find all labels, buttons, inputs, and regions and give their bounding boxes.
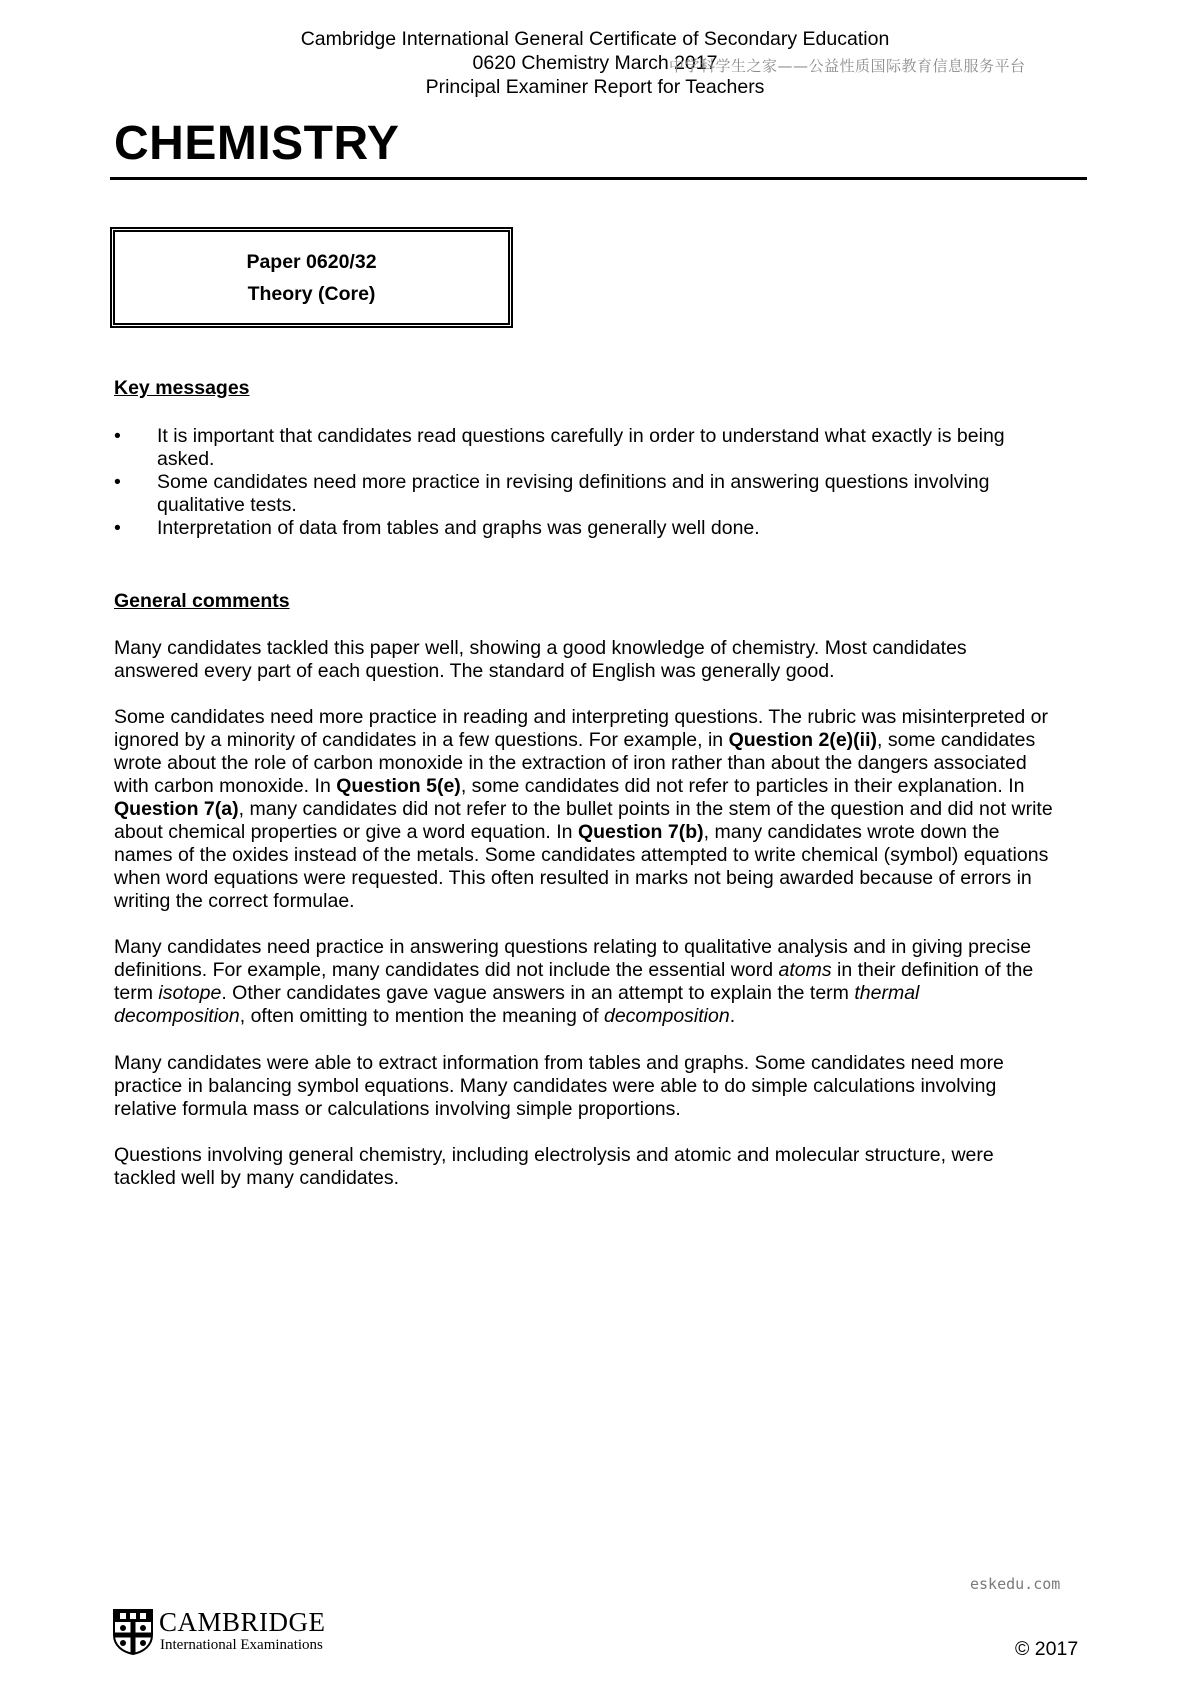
watermark-text: 中学科学生之家——公益性质国际教育信息服务平台 xyxy=(669,57,1026,75)
text-run: , often omitting to mention the meaning of xyxy=(239,1005,604,1027)
subject-title: CHEMISTRY xyxy=(114,117,400,170)
paragraph-line xyxy=(114,982,1089,1005)
paragraph-line: when word equations were requested. This often resulted in marks not being awarded because of errors in xyxy=(114,867,1032,889)
general-comments-heading: General comments xyxy=(114,590,290,612)
question-reference: Question 7(a) xyxy=(114,798,239,820)
paragraph-line xyxy=(114,821,1089,844)
list-item xyxy=(114,425,1074,471)
bullet-icon: • xyxy=(114,425,121,447)
paragraph-qualitative xyxy=(114,936,1089,1028)
paragraph-line: Questions involving general chemistry, including electrolysis and atomic and molecular structure, were xyxy=(114,1144,994,1166)
paragraph-line: Many candidates tackled this paper well, showing a good knowledge of chemistry. Most candidates xyxy=(114,637,967,659)
paragraph-line: Some candidates need more practice in reading and interpreting questions. The rubric was misinterpreted or xyxy=(114,706,1048,728)
list-item-text: Interpretation of data from tables and graphs was generally well done. xyxy=(157,517,760,539)
text-run: , many candidates did not refer to the bullet points in the stem of the question and did not write xyxy=(238,798,1053,820)
emphasis-term: isotope xyxy=(158,982,222,1004)
list-item-text: It is important that candidates read questions carefully in order to understand what exactly is being xyxy=(157,425,1005,447)
paragraph-line xyxy=(114,959,1089,982)
paragraph-line: practice in balancing symbol equations. Many candidates were able to do simple calculations involving xyxy=(114,1075,997,1097)
header-line-qualification: Cambridge International General Certificate of Secondary Education xyxy=(300,28,890,50)
list-item-text: Some candidates need more practice in revising definitions and in answering questions involving xyxy=(157,471,990,493)
paragraph-line: writing the correct formulae. xyxy=(114,890,355,912)
paragraph-line: names of the oxides instead of the metals. Some candidates attempted to write chemical (symbol) equations xyxy=(114,844,1049,866)
emphasis-term: thermal xyxy=(854,982,920,1004)
emphasis-term: decomposition xyxy=(603,1005,730,1027)
text-run: . xyxy=(729,1005,736,1027)
paragraph-data-skills xyxy=(114,1052,1089,1121)
logo-brand-text: CAMBRIDGE xyxy=(159,1607,326,1637)
paragraph-line: tackled well by many candidates. xyxy=(114,1167,400,1189)
question-reference: Question 2(e)(ii) xyxy=(728,729,877,751)
cambridge-logo xyxy=(113,1609,373,1659)
emphasis-term: decomposition xyxy=(114,1005,240,1027)
list-item-text: asked. xyxy=(157,448,215,470)
logo-subtitle: International Examinations xyxy=(160,1637,323,1653)
text-run: with carbon monoxide. In xyxy=(114,775,337,797)
paragraph-line xyxy=(114,729,1089,752)
text-run: , some candidates did not refer to particles in their explanation. In xyxy=(460,775,1025,797)
question-reference: Question 7(b) xyxy=(577,821,704,843)
site-watermark: eskedu.com xyxy=(970,1575,1061,1593)
text-run: in their definition of the xyxy=(831,959,1034,981)
paragraph-line xyxy=(114,1005,1089,1028)
paragraph-line: Many candidates were able to extract information from tables and graphs. Some candidates need more xyxy=(114,1052,1004,1074)
emphasis-term: atoms xyxy=(778,959,832,981)
text-run: , many candidates wrote down the xyxy=(703,821,1000,843)
key-messages-list xyxy=(114,425,1074,540)
paper-code: Paper 0620/32 xyxy=(246,251,377,273)
list-item-text: qualitative tests. xyxy=(157,494,297,516)
list-item xyxy=(114,517,1074,540)
text-run: about chemical properties or give a word equation. In xyxy=(114,821,578,843)
paragraph-general-chemistry xyxy=(114,1144,1089,1190)
key-messages-heading: Key messages xyxy=(114,377,250,399)
header-line-report-type: Principal Examiner Report for Teachers xyxy=(425,76,765,98)
text-run: definitions. For example, many candidates did not include the essential word xyxy=(114,959,779,981)
copyright-notice: © 2017 xyxy=(1015,1638,1079,1660)
cambridge-crest-icon xyxy=(113,1609,153,1655)
list-item xyxy=(114,471,1074,517)
paragraph-line: relative formula mass or calculations involving simple proportions. xyxy=(114,1098,681,1120)
paragraph-line: Many candidates need practice in answering questions relating to qualitative analysis and in giving precise xyxy=(114,936,1032,958)
paragraph-line: wrote about the role of carbon monoxide in the extraction of iron rather than about the dangers associated xyxy=(114,752,1027,774)
paper-info-box xyxy=(110,227,513,328)
paragraph-rubric xyxy=(114,706,1089,913)
question-reference: Question 5(e) xyxy=(336,775,461,797)
paragraph-line xyxy=(114,775,1089,798)
paragraph-line: answered every part of each question. The standard of English was generally good. xyxy=(114,660,835,682)
title-divider xyxy=(110,177,1087,180)
bullet-icon: • xyxy=(114,471,121,493)
text-run: term xyxy=(114,982,159,1004)
header-line-syllabus: 0620 Chemistry March 2017 xyxy=(472,52,718,74)
text-run: . Other candidates gave vague answers in an attempt to explain the term xyxy=(221,982,855,1004)
text-run: ignored by a minority of candidates in a few questions. For example, in xyxy=(114,729,729,751)
paragraph-overview xyxy=(114,637,1089,683)
paragraph-line xyxy=(114,798,1089,821)
text-run: , some candidates xyxy=(877,729,1036,751)
paper-name: Theory (Core) xyxy=(247,283,376,305)
bullet-icon: • xyxy=(114,517,121,539)
